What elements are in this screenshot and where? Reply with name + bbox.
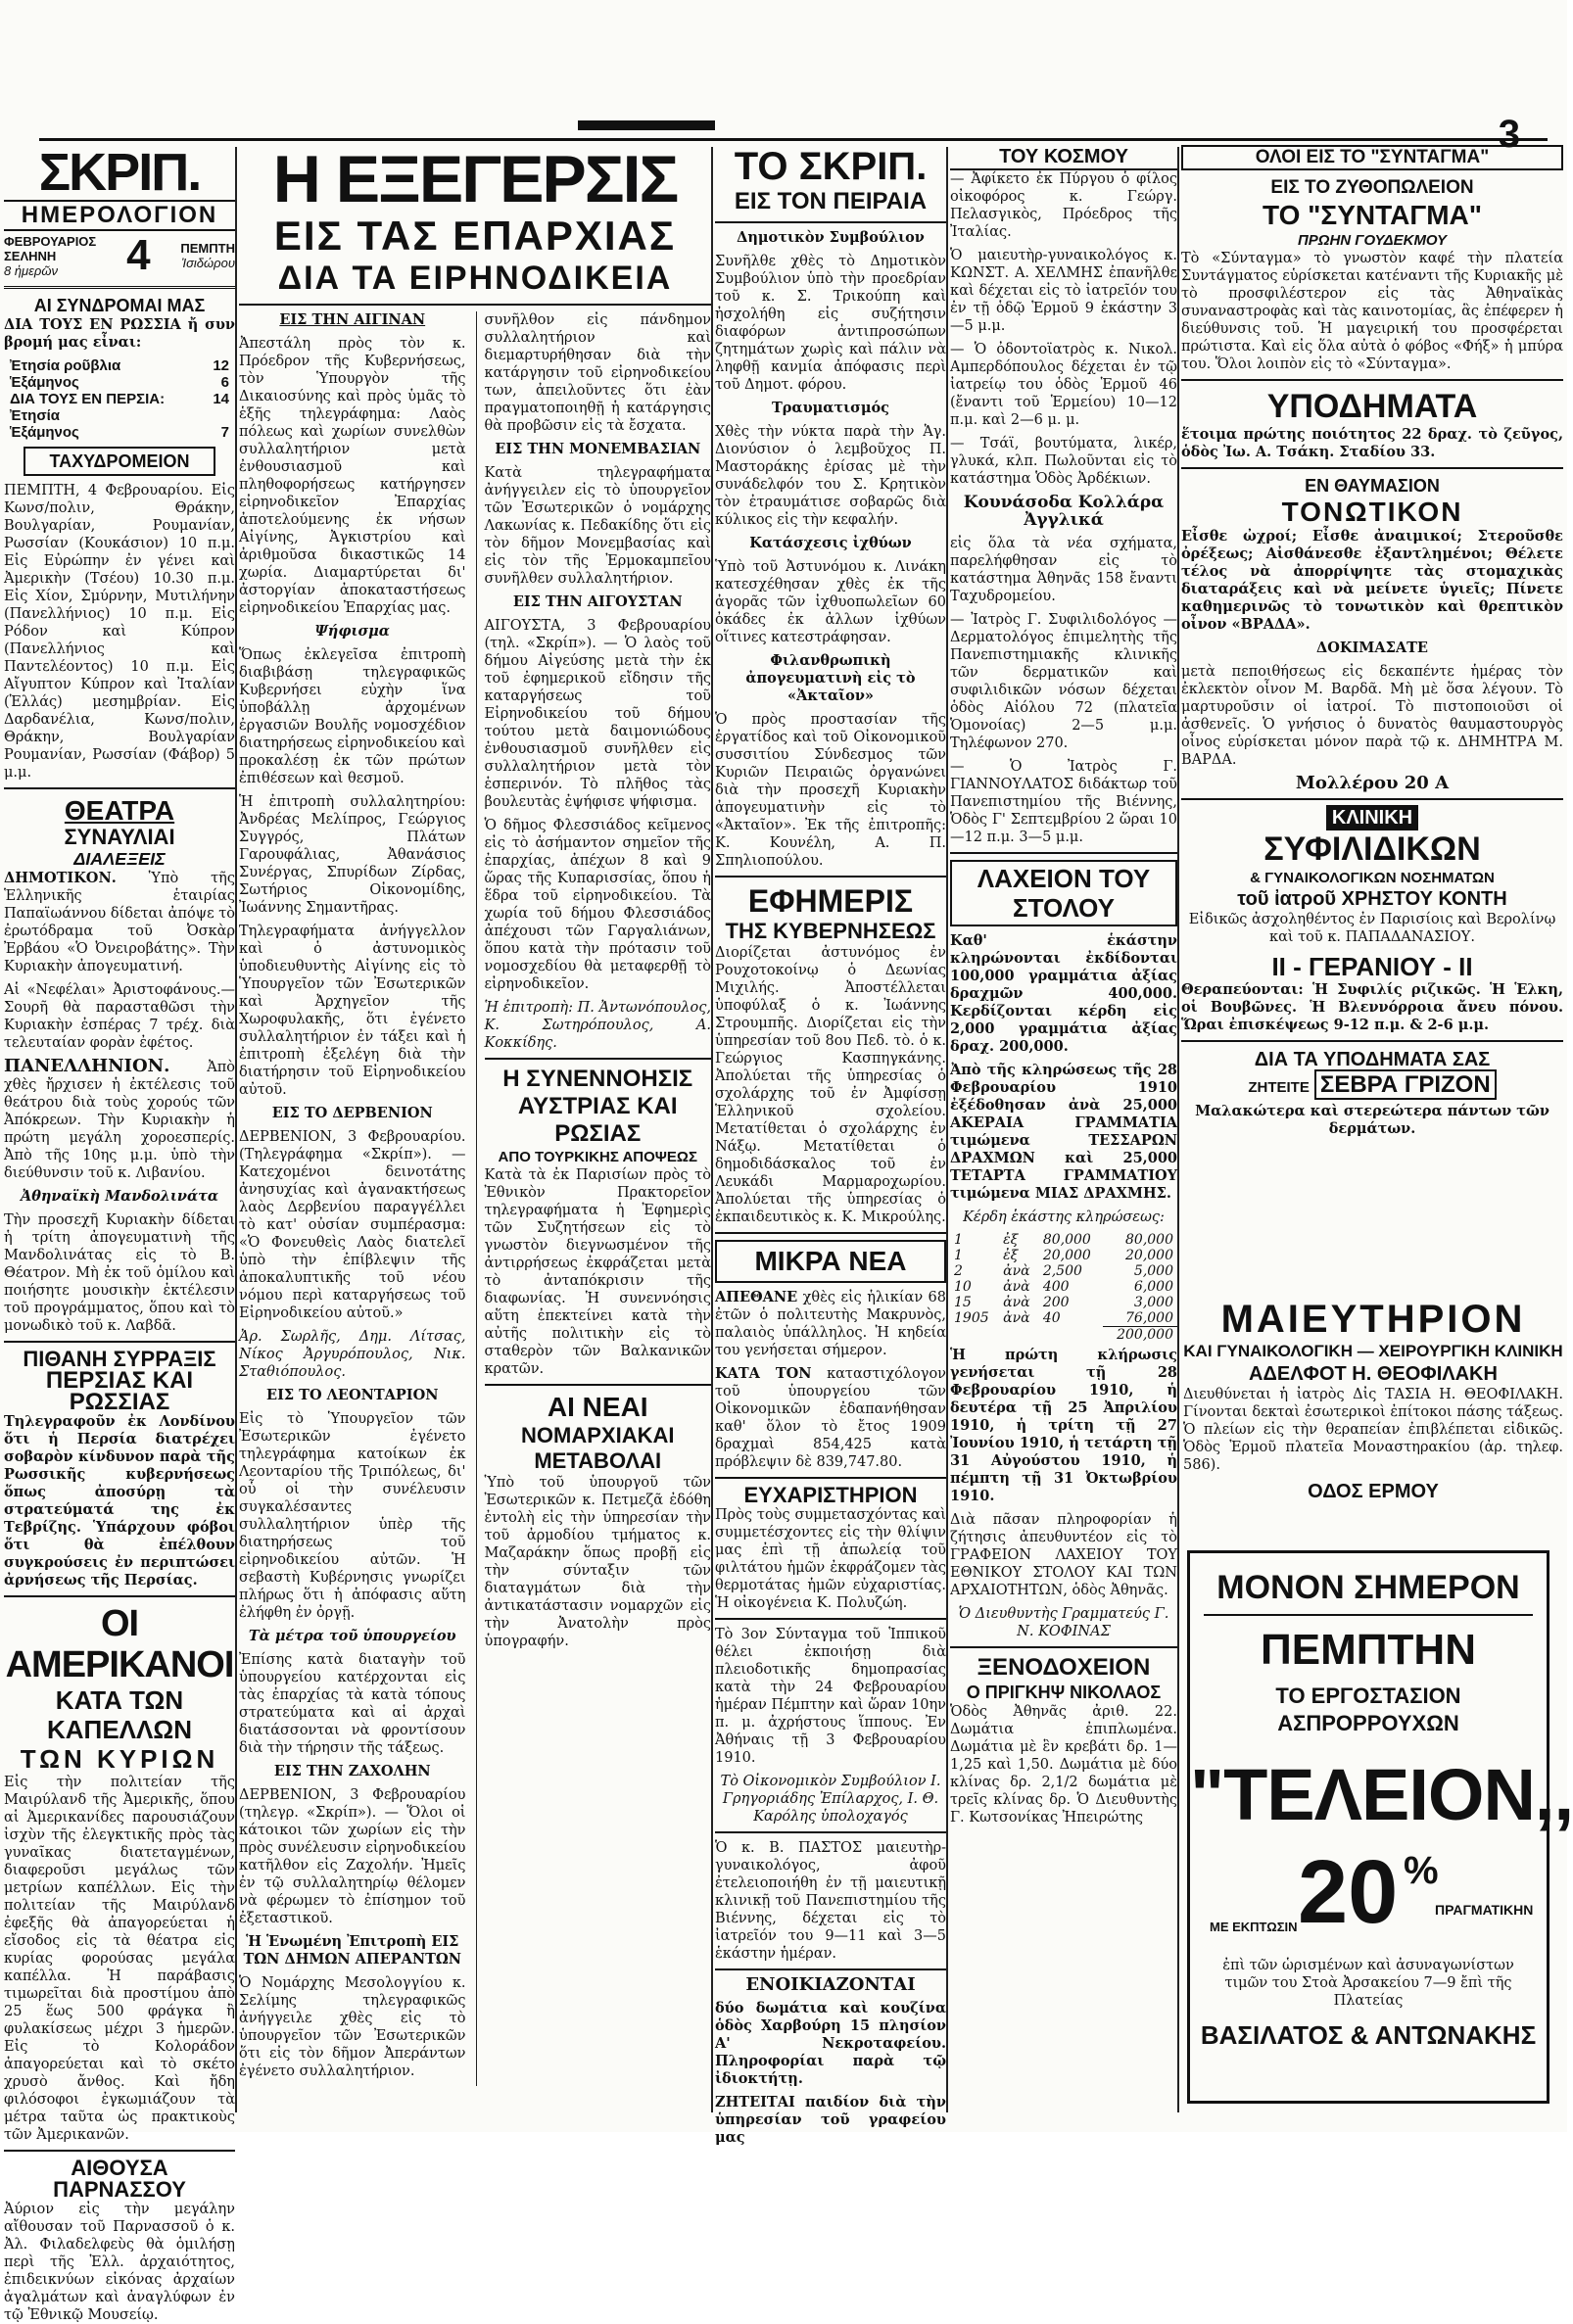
post-heading: ΤΑΧΥΔΡΟΜΕΙΟΝ — [49, 451, 190, 471]
hotel-title: ΞΕΝΟΔΟΧΕΙΟΝ — [977, 1654, 1151, 1681]
prize-row: 1905 ἀνὰ 40 76,000 — [954, 1310, 1173, 1327]
ad-brand: ΣΕΒΡΑ ΓΡΙΖΟΝ — [1314, 1069, 1497, 1100]
section-text: συνῆλθον εἰς πάνδημον συλλαλητήριον καὶ διεμαρτυρήθησαν διὰ τὴν κατάργησιν τοῦ εἰρηνοδικείου των, ἀπειλοῦντες ὅτι ἐὰν πραγματοποιηθῇ ἡ κατάργησις θὰ προβῶσιν εἰς τὰ ἔσχατα. — [484, 312, 711, 434]
ad-day: ΠΕΜΠΤΗΝ — [1261, 1626, 1476, 1674]
date-weekday: ΠΕΜΠΤΗ — [180, 241, 235, 256]
clinic-title: ΣΥΦΙΛΙΔΙΚΩΝ — [1263, 830, 1481, 868]
column-1 — [4, 143, 235, 2323]
section-sign: Ἡ ἐπιτροπὴ: Π. Ἀντωνόπουλος, Κ. Σωτηρόπουλος, Α. Κοκκίδης. — [484, 1000, 711, 1051]
main-headline: Η ΕΞΕΓΕΡΣΙΣ — [272, 142, 678, 216]
ad-title: ΤΟΝΩΤΙΚΟΝ — [1281, 497, 1463, 527]
section-subtitle: ΕΙΣ ΤΟΝ ΠΕΙΡΑΙΑ — [734, 188, 928, 214]
prize-head: Κέρδη ἑκάστης κληρώσεως: — [963, 1209, 1165, 1225]
article-text: Τηλεγραφοῦν ἐκ Λονδίνου ὅτι ἡ Περσία διατρέχει σοβαρὸν κίνδυνον παρὰ τῆς Ρωσσικῆς κυβερνήσεως ὅπως ἀποσύρῃ τὰ στρατεύματά της ἐκ Τεβρίζης. Ὑπάρχουν φόβοι ὅτι θὰ ἐπέλθουν συγκρούσεις ἐν περιπτώσει ἀρνήσεως τῆς Περσίας. — [4, 1413, 235, 1589]
section-head: Ψήφισμα — [314, 623, 390, 640]
item-text: Ὁ μαιευτὴρ-γυναικολόγος κ. ΚΩΝΣΤ. Α. ΧΕΛΜΗΣ ἐπανῆλθε καὶ δέχεται εἰς τὸ ἰατρεῖόν του ἐν τῇ ὁδῷ Ἑρμοῦ 9 ἑκάστην 3—5 μ.μ. — [950, 248, 1177, 334]
ad-title: ΔΙΑ ΤΑ ΥΠΟΔΗΜΑΤΑ ΣΑΣ — [1254, 1049, 1491, 1070]
section-text: Ἀπεστάλη πρὸς τὸν κ. Πρόεδρον τῆς Κυβερνήσεως, τὸν Ὑπουργὸν τῆς Δικαιοσύνης καὶ πρὸς ὑμᾶς τὸ ἑξῆς τηλεγράφημα: Λαὸς πόλεως καὶ χωρίων συνελθὼν συλλαλητήριον μετὰ ἐνθουσιασμοῦ καὶ πληθοφορήσεως κατήργησεν εἰρηνοδικεῖον Ἐπαρχίας ἀποτελούμενης ἐκ νήσων Αἰγίνης, Ἀγκιστρίου καὶ ἀριθμοῦσα δικαστικῶς 14 χωρία. Διαμαρτύρεται δι' ἀστοργίαν ἀποκαταστήσεως εἰρηνοδικείου Ἐπαρχίας μας. — [239, 336, 466, 616]
section-text: Κατὰ τηλεγραφήματα ἀνήγγειλεν εἰς τὸ ὑπουργεῖον τῶν Ἐσωτερικῶν ὁ νομάρχης Λακωνίας κ. Πεδακίδης ὅτι εἰς τὸν δῆμον Μονεμβασίας καὶ εἰς τὸν τῆς Ἐρμοκαμπεῖου συνῆλθεν συλλαλητήριον. — [484, 465, 711, 587]
ad-text: Μαλακώτερα καὶ στερεώτερα πάντων τῶν δερμάτων. — [1195, 1103, 1549, 1137]
ad-name: ΑΔΕΛΦΟΤ Η. ΘΕΟΦΙΛΑΚΗ — [1249, 1363, 1498, 1385]
discount-symbol: % — [1404, 1849, 1439, 1892]
prize-table — [950, 1232, 1177, 1343]
section-head: ΕΙΣ ΤΟ ΔΕΡΒΕΝΙΟΝ — [271, 1105, 433, 1121]
main-subheadline: ΕΙΣ ΤΑΣ ΕΠΑΡΧΙΑΣ — [273, 213, 677, 259]
article-title: ΠΙΘΑΝΗ ΣΥΡΡΑΞΙΣ — [23, 1347, 216, 1371]
date-days: 8 ἡμερῶν — [4, 262, 58, 278]
prize-sum-row: 200,000 — [950, 1327, 1177, 1344]
lottery-text: Ἀπὸ τῆς κληρώσεως τῆς 28 Φεβρουαρίου 1910 ἐξέδοθησαν ἀνὰ 25,000 ΑΚΕΡΑΙΑ ΓΡΑΜΜΑΤΙΑ τιμώμενα ΤΕΣΣΑΡΩΝ ΔΡΑΧΜΩΝ καὶ 25,000 ΤΕΤΑΡΤΑ ΓΡΑΜΜΑΤΙΟΥ τιμώμενα ΜΙΑΣ ΔΡΑΧΜΗΣ. — [950, 1062, 1177, 1202]
teleion-ad — [1187, 1550, 1573, 2104]
subscriptions-intro: ΔΙΑ ΤΟΥΣ ΕΝ ΡΩΣΣΙΑ ἤ συν βρομή μας εἶναι: — [4, 316, 235, 351]
ad-text: Εἶσθε ὠχροί; Εἶσθε ἀναιμικοί; Στεροῦσθε ὀρέξεως; Αἰσθάνεσθε ἐξαντλημένοι; Θέλετε τέλος νὰ ἀπορρίψητε τὰς στομαχικὰς διαταράξεις καὶ νὰ μείνετε ὑγιεῖς; Πίνετε καθημερινῶς τὸ τονωτικὸν καὶ θρεπτικὸν οἶνον «ΒΡΑΔΑ». — [1181, 528, 1563, 633]
calendar-title: ΗΜΕΡΟΛΟΓΙΟΝ — [4, 200, 235, 231]
clinic-text: Θεραπεύονται: Ἡ Συφιλίς ριζικῶς. Ἡ Ἑλκη, οἱ Βουβῶνες. Ἡ Βλεννόρροια ἄνευ πόνου. Ὥραι ἐπισκέψεως 9-12 π.μ. & 2-6 μ.μ. — [1181, 981, 1563, 1033]
ad-signature: ΒΑΣΙΛΑΤΟΣ & ΑΝΤΩΝΑΚΗΣ — [1200, 2020, 1537, 2050]
ad-title: ΥΠΟΔΗΜΑΤΑ — [1266, 388, 1478, 425]
article-title: ΕΦΗΜΕΡΙΣ — [747, 883, 914, 919]
article-text: Διορίζεται ἀστυνόμος ἐν Ρουχοτοκοίνῳ ὁ Δεωνίας Μιχιλής. Ἀποστέλλεται ὑποφύλαξ ὁ κ. Ἰωάννης Στρουμπῆς. Διορίζεται εἰς τὴν ὑπηρεσίαν τοῦ 8ου Πεδ. τὸ. ὁ κ. Γεώργιος Κασπηγκάνης. Ἀπολύεται τῆς ὑπηρεσίας ὁ σχολάρχης τοῦ ἐν Ἀμφίσσῃ Ἑλληνικοῦ σχολείου. Μετατίθεται ὁ σχολάρχης ἐν Νάξῳ. Μετατίθεται ὁ δημοδιδάσκαλος τοῦ ἐν Λευκάδι Μαρμαροχωρίου. Ἀπολύεται τῆς ὑπηρεσίας ὁ ἐκπαιδευτικὸς κ. Κ. Μικρούλης. — [715, 945, 946, 1225]
article-subtitle: ΚΑΤΑ ΤΩΝ ΚΑΠΕΛΛΩΝ — [47, 1685, 192, 1744]
item-head: Δημοτικὸν Συμβούλιον — [737, 229, 925, 246]
concerts-heading: ΣΥΝΑΥΛΙΑΙ — [64, 825, 175, 849]
section-text: Εἰς τὸ Ὑπουργεῖον τῶν Ἐσωτερικῶν ἐγένετο τηλεγράφημα κατοίκων ἐκ Λεονταρίου τῆς Τριπόλεως, δι' οὗ οἱ τὴν συνέλευσιν συγκαλέσαντες συλλαλητήριον ὑπὲρ τῆς διατηρήσεως τοῦ εἰρηνοδικείου αὐτῶν. Ἡ σεβαστὴ Κυβέρνησις γνωρίζει πλήρως ὅτι ἡ ἀπόφασις αὕτη ἐλήφθη ἐν ὀργῇ. — [239, 1411, 466, 1621]
item-head: Κατάσχεσις ἰχθύων — [749, 535, 912, 551]
article-subtitle: ΝΟΜΑΡΧΙΑΚΑΙ ΜΕΤΑΒΟΛΑΙ — [521, 1423, 675, 1473]
column-2 — [239, 142, 711, 2114]
item-head: ΠΑΝΕΛΛΗΝΙΟΝ. — [4, 1056, 170, 1076]
section-head: Ἡ Ἑνωμένη Ἐπιτροπὴ ΕΙΣ ΤΩΝ ΔΗΜΩΝ ΑΠΕΡΑΝΤΩΝ — [243, 1933, 462, 1968]
prize-row: 1 ἐξ 20,000 20,000 — [954, 1248, 1173, 1263]
item-text: χθὲς εἰς ἡλικίαν 68 ἐτῶν ὁ πολιτευτὴς Μακρυνὸς, παλαιὸς ὑπάλληλος. Ἡ κηδεία του γενήσεται σήμερον. — [715, 1290, 947, 1358]
section-head: ΕΙΣ ΤΗΝ ΜΟΝΕΜΒΑΣΙΑΝ — [495, 441, 701, 457]
rate-row: Ἑξάμηνος 7 — [10, 424, 229, 441]
masthead-title: ΣΚΡΙΠ. — [38, 143, 201, 202]
ad-text: Διευθύνεται ἡ ἰατρὸς Δἰς ΤΑΣΙΑ Η. ΘΕΟΦΙΛΑΚΗ. Γίνονται δεκταὶ ἐσωτερικοὶ ἐπίτοκοι πάσης τάξεως. Ὁ πλείων εἰς τὴν θεραπείαν ἐπιβλέπεται εἰδικῶς. Ὁδὸς Ἑρμοῦ πλατεῖα Μοναστηρακίου (ἀρ. τηλεφ. 586). — [1183, 1387, 1563, 1473]
item-text: — Ὁ ὀδοντοϊατρὸς κ. Νικολ. Αμπερδόπουλος δέχεται ἐν τῷ ἰατρείῳ του ὁδὸς Ἑρμοῦ 46 (ἔναντι τοῦ Ἑρμείου) 10—12 π.μ. καὶ 2—6 μ. μ. — [950, 342, 1177, 428]
section-head: ΕΙΣ ΤΗΝ ΑΙΓΙΝΑΝ — [279, 311, 426, 328]
section-title: ΤΟ ΣΚΡΙΠ. — [734, 145, 928, 188]
ad-address: Μολλέρου 20 Α — [1295, 773, 1450, 793]
maternity-ad — [1183, 1298, 1563, 1541]
ad-text: Ὁ κ. Β. ΠΑΣΤΟΣ μαιευτὴρ-γυναικολόγος, ἀφοῦ ἐτελειοποιήθη ἐν τῇ μαιευτικῇ κλινικῇ τοῦ Πανεπιστημίου τῆς Βιέννης, δέχεται εἰς τὸ ἰατρεῖόν του 9—11 καὶ 3—5 ἑκάστην ἡμέραν. — [715, 1840, 946, 1962]
item-text: Τὴν προσεχῆ Κυριακὴν δίδεται ἡ τρίτη ἀπογευματινὴ τῆς Μανδολινάτας εἰς τὸ Β. Θέατρον. Μὴ ἐκ τοῦ ὁμίλου καὶ ποιήσητε μουσικὴν ἐκτέλεσιν τοῦ προγράμματος, ὅπου καὶ τὸ μονωδικὸ τοῦ κ. Λαβδᾶ. — [4, 1212, 235, 1334]
clinic-text: Εἰδικῶς ἀσχοληθέντος ἐν Παρισίοις καὶ Βερολίνῳ καὶ τοῦ κ. ΠΑΠΑΔΑΝΑΣΙΟΥ. — [1188, 912, 1556, 945]
ad-head: ΕΝ ΘΑΥΜΑΣΙΟΝ — [1305, 476, 1440, 496]
prize-row: 1 ἐξ 80,000 80,000 — [954, 1232, 1173, 1248]
section-head: ΕΙΣ ΤΗΝ ΖΑΧΟΛΗΝ — [273, 1763, 431, 1779]
ad-head: ΕΝΟΙΚΙΑΖΟΝΤΑΙ — [745, 1974, 916, 1995]
item-text: Αἱ «Νεφέλαι» Ἀριστοφάνους.—Σουρῆ θὰ παρασταθῶσι τὴν Κυριακὴν ἐσπέρας 7 τρέχ. διὰ τελευταίαν φορὰν ἐφέτος. — [4, 982, 235, 1051]
lottery-text: Διὰ πᾶσαν πληροφορίαν ἡ ζήτησις ἀπευθυντέον εἰς τὸ ΓΡΑΦΕΙΟΝ ΛΑΧΕΙΟΥ ΤΟΥ ΕΘΝΙΚΟΥ ΣΤΟΛΟΥ ΚΑΙ ΤΩΝ ΑΡΧΑΙΟΤΗΤΩΝ, ὁδὸς Ἀθηνᾶς. — [950, 1512, 1177, 1598]
column-divider — [946, 147, 948, 2112]
prize-row: 2 ἀνὰ 2,500 5,000 — [954, 1263, 1173, 1279]
masthead-mark — [578, 120, 715, 130]
lottery-title: ΛΑΧΕΙΟΝ ΤΟΥ ΣΤΟΛΟΥ — [977, 864, 1151, 923]
discount-real: ΠΡΑΓΜΑΤΙΚΗΝ — [1435, 1902, 1534, 1918]
article-text: Κατὰ τὰ ἐκ Παρισίων πρὸς τὸ Ἐθνικὸν Πρακτορεῖον τηλεγραφήματα ἡ Ἐφημερὶς τῶν Συζητήσεων εἰς τὸ γνωστὸν διεγνωσμένον τῆς ἀντιρρήσεως ἐκφράζεται μετὰ τὸ ἀνταπόκρισιν τῆς διαφωνίας. Ἡ συνεννόησις αὕτη ἐπεκτείνει κατὰ τὴν αὐτῆς πολιτικὴν εἰς τὸ σταθερὸν τῶν Βαλκανικῶν κρατῶν. — [484, 1167, 711, 1377]
article-subtitle: ΑΥΣΤΡΙΑΣ ΚΑΙ ΡΩΣΙΑΣ — [517, 1093, 678, 1147]
ad-brand: ΤΟ "ΣΥΝΤΑΓΜΑ" — [1262, 200, 1483, 230]
section-head: ΕΙΣ ΤΗΝ ΑΙΓΟΥΣΤΑΝ — [512, 593, 683, 610]
ad-subtitle: ΤΟ ΕΡΓΟΣΤΑΣΙΟΝ ΑΣΠΡΟΡΡΟΥΧΩΝ — [1275, 1684, 1461, 1735]
item-text: Ἀπὸ χθὲς ἤρχισεν ἡ ἐκτέλεσις τοῦ θεάτρου διὰ τοὺς χορούς τῶν Ἀπόκρεων. Τὴν Κυριακὴν ἡ πρώτη μεγάλη χοροεσπερίς. Ἀπὸ τῆς 10ης μ.μ. ὑπὸ τὴν διεύθυνσιν τοῦ κ. Λιβανίου. — [4, 1060, 235, 1181]
item-head: ΔΗΜΟΤΙΚΟΝ. — [4, 870, 117, 886]
ad-head: ΔΟΚΙΜΑΣΑΤΕ — [1316, 640, 1428, 656]
article-title: ΟΙ ΑΜΕΡΙΚΑΝΟΙ — [5, 1603, 234, 1685]
clinic-address: ΙΙ - ΓΕΡΑΝΙΟΥ - ΙΙ — [1271, 952, 1473, 981]
ad-title: ΕΙΣ ΤΟ ΖΥΘΟΠΩΛΕΙΟΝ — [1270, 177, 1474, 198]
article-title: ΕΥΧΑΡΙΣΤΗΡΙΟΝ — [743, 1483, 918, 1507]
column-3 — [715, 145, 947, 2146]
prize-row: 10 ἀνὰ 400 6,000 — [954, 1279, 1173, 1295]
subscriptions-heading: ΑΙ ΣΥΝΔΡΟΜΑΙ ΜΑΣ — [33, 296, 206, 315]
section-head: ΕΙΣ ΤΟ ΛΕΟΝΤΑΡΙΟΝ — [266, 1387, 439, 1403]
item-text: Ὑπὸ τοῦ Ἀστυνόμου κ. Λινάκη κατεσχέθησαν χθὲς ἐκ τῆς ἀγορᾶς τῶν ἰχθυοπωλεῖων 60 ὀκάδες ἐκ ἀλλων ἰχθύων οἵτινες κατεστράφησαν. — [715, 559, 946, 645]
article-title: ΑΙ ΝΕΑΙ — [547, 1392, 648, 1422]
clinic-doctor: τοῦ ἰατροῦ ΧΡΗΣΤΟΥ ΚΟΝΤΗ — [1237, 888, 1507, 910]
section-text: Ὁ δῆμος Φλεσσιάδος κεῖμενος εἰς τὸ ἀσήμαντον σημεῖον τῆς ἐπαρχίας, ἀπέχων 8 καὶ 9 ὥρας τῆς Κυπαρισσίας, ὅπου ἡ ἕδρα τοῦ εἰρηνοδικείου. Τὰ χωρία τοῦ δήμου Φλεσσιάδος ἀπέχουσι τῶν Γαργαλιάνων, ὅπου κατὰ τὴν πρότασιν τοῦ νομοσχεδίου θὰ μεταφερθῇ τὸ εἰρηνοδικεῖον. — [484, 818, 711, 992]
item-text: — Ἰατρὸς Γ. Συφιλιδολόγος — Δερματολόγος ἐπιμελητὴς τῆς Πανεπιστημιακῆς κλινικῆς τῶν δερματικῶν καὶ συφιλιδικῶν νόσων δέχεται ὁδὸς Αἰόλου 72 (πλατεῖα Ὁμονοίας) 2—5 μ.μ. Τηλέφωνον 270. — [950, 612, 1177, 751]
ad-pre: ΖΗΤΕΙΤΕ — [1248, 1079, 1310, 1096]
rate-row: ΔΙΑ ΤΟΥΣ ΕΝ ΠΕΡΣΙΑ: Ἐτησία 14 — [10, 391, 229, 424]
ad-text: ἐπὶ τῶν ὡρισμένων καὶ ἀσυναγωνίστων τιμῶν του Στοὰ Ἀρσακείου 7—9 ἔπὶ τῆς Πλατείας — [1222, 1958, 1514, 2009]
ad-text: ΖΗΤΕΙΤΑΙ παιδίον διὰ τὴν ὑπηρεσίαν τοῦ γραφείου μας — [715, 2094, 946, 2146]
article-subtitle: ΑΠΟ ΤΟΥΡΚΙΚΗΣ ΑΠΟΨΕΩΣ — [498, 1149, 697, 1165]
article-title: Η ΣΥΝΕΝΝΟΗΣΙΣ — [502, 1066, 693, 1092]
article-title: ΑΙΘΟΥΣΑ ΠΑΡΝΑΣΣΟΥ — [53, 2156, 186, 2202]
prize-row: 15 ἀνὰ 200 3,000 — [954, 1295, 1173, 1310]
date-month: ΦΕΒΡΟΥΑΡΙΟΣ — [4, 233, 97, 249]
rate-row: Ἑξάμηνος 6 — [10, 374, 229, 391]
section-title: ΤΟΥ ΚΟΣΜΟΥ — [950, 145, 1177, 170]
item-text: — Τσάϊ, βουτύματα, λικέρ, γλυκά, κλπ. Πωλοῦνται εἰς τὸ κατάστημα Ὁδὸς Ἀρδέκιων. — [950, 436, 1177, 487]
section-text: Ἡ ἐπιτροπὴ συλλαλητηρίου: Ἀνδρέας Μελίπρος, Γεώργιος Συγγρός, Πλάτων Γαρουφάλιας, Ἀθανάσιος Συνέργας, Σπυρίδων Ζίρδας, Σωτήριος Οἰκονομίδης, Ἰωάννης Σημαντῆρας. — [239, 794, 466, 916]
page-header — [0, 113, 1567, 156]
item-head: Φιλανθρωπικὴ ἀπογευματινὴ εἰς τὸ «Ἀκταῖον» — [745, 652, 916, 704]
item-head: Κουνάσοδα Κολλάρα Ἀγγλικά — [963, 493, 1165, 530]
ad-subtitle: ΚΑΙ ΓΥΝΑΙΚΟΛΟΓΙΚΗ — ΧΕΙΡΟΥΡΓΙΚΗ ΚΛΙΝΙΚΗ — [1183, 1342, 1563, 1360]
item-head: ΑΠΕΘΑΝΕ — [715, 1289, 798, 1305]
lottery-sign: Ὁ Διευθυντὴς Γραμματεύς Γ. Ν. ΚΟΦΙΝΑΣ — [958, 1606, 1169, 1639]
clinic-head: ΚΛΙΝΙΚΗ — [1181, 806, 1563, 830]
discount-label: ΜΕ ΕΚΠΤΩΣΙΝ — [1210, 1920, 1298, 1934]
item-text: καταστιχόλογον τοῦ ὑπουργείου τῶν Οἰκονομικῶν ἐδαπανήθησαν καθ' ὅλον τὸ ἔτος 1909 δραχμαὶ 854,425 κατὰ πρόβλεψιν δὲ 839,747.80. — [715, 1366, 946, 1470]
post-text: ΠΕΜΠΤΗ, 4 Φεβρουαρίου. Εἰς Κωνσ/πολιν, Θράκην, Βουλγαρίαν, Ρουμανίαν, Ρωσσίαν (Κουκάσιον) 10 π.μ. Εἰς Εὐρώπην ἐν γένει καὶ Ἀμερικὴν (Τσέου) 10.30 π.μ. Εἰς Χίον, Σμύρνην, Μυτιλήνην (Πανελλήνιος) 10 π.μ. Εἰς Ρόδον καὶ Κύπρον (Πανελλήνιος καὶ Παντελέοντος) 10 π.μ. Εἰς Αἴγυπτον Κύπρον καὶ Ἰταλίαν (Ἑλλάς) μεσημβρίαν. Εἰς Δαρδανέλια, Κωνσ/πολιν, Θράκην, Βουλγαρίαν Ρουμανίαν, Ρωσσίαν (Φάβορ) 5 μ.μ. — [4, 483, 235, 781]
hotel-text: Ὁδὸς Ἀθηνᾶς ἀριθ. 22. Δωμάτια ἐπιπλωμένα. Δωμάτια μὲ ἓν κρεβάτι δρ. 1—1,25 καὶ 1,50. Δωμάτια μὲ δύο κλίνας δρ. 2,1/2 δωμάτια μὲ τρεῖς κλίνας δρ. Ὁ Διευθυντὴς Γ. Κωτσονίκας Ἠπειρώτης — [950, 1704, 1177, 1826]
item-head: ΚΑΤΑ ΤΟΝ — [715, 1365, 812, 1382]
item-text: — Ἀφίκετο ἐκ Πύργου ὁ φίλος οἰκοφόρος κ. Γεώργ. Πελασγικὸς, Πρόεδρος τῆς Ἰταλίας. — [950, 171, 1177, 240]
ad-address: ΟΔΟΣ ΕΡΜΟΥ — [1308, 1481, 1439, 1502]
ad-text: δύο δωμάτια καὶ κουζίνα ὁδὸς Χαρβούρη 15 πλησίον Α' Νεκροταφείου. Πληροφορίαι παρὰ τῷ ἰδιοκτήτῃ. — [715, 2000, 946, 2087]
item-text: εἰς ὅλα τὰ νέα σχήματα, παρελήφθησαν εἰς τὸ κατάστημα Ἀθηνᾶς 158 ἔναντι Ταχυδρομείου. — [950, 536, 1177, 604]
section-text: Ὁ Νομάρχης Μεσολογγίου κ. Σελίμης τηλεγραφικῶς ἀνήγγειλε χθὲς εἰς τὸ ὑπουργεῖον τῶν Ἐσωτερικῶν ὅτι εἰς τὸν δῆμον Ἀπεράντων ἐγένετο συλλαλητήριον. — [239, 1975, 466, 2079]
column-divider — [711, 147, 713, 2112]
theatres-heading: ΘΕΑΤΡΑ — [64, 795, 175, 826]
lottery-text: Καθ' ἑκάστην κληρώνονται ἐκδίδονται 100,000 γραμμάτια ἀξίας δραχμῶν 400,000. Κερδίζονται κέρδη εἰς 2,000 γραμμάτια ἀξίας δραχ. 200,000. — [950, 932, 1177, 1055]
article-title: ΜΙΚΡΑ ΝΕΑ — [754, 1246, 907, 1276]
date-number: 4 — [126, 231, 151, 279]
article-sign: Τὸ Οἰκονομικὸν Συμβούλιον Ι. Γρηγοριάδης Ἐπίλαρχος, Ι. Θ. Καρόλης ὑπολοχαγός — [720, 1774, 941, 1825]
item-text: — Ὁ Ἰατρὸς Γ. ΓΙΑΝΝΟΥΛΑΤΟΣ διδάκτωρ τοῦ Πανεπιστημίου τῆς Βιέννης, Ὁδὸς Γ' Σεπτεμβρίου 2 ὥραι 10—12 π.μ. 3—5 μ.μ. — [950, 759, 1177, 845]
ad-title: ΜΑΙΕΥΤΗΡΙΟΝ — [1220, 1298, 1526, 1341]
main-subheadline: ΔΙΑ ΤΑ ΕΙΡΗΝΟΔΙΚΕΙΑ — [277, 260, 673, 297]
ad-head: ΟΛΟΙ ΕΙΣ ΤΟ "ΣΥΝΤΑΓΜΑ" — [1181, 145, 1563, 170]
ad-subtitle: ΠΡΩΗΝ ΓΟΥΔΕΚΜΟΥ — [1297, 232, 1448, 249]
item-head: Ἀθηναϊκὴ Μανδολινάτα — [20, 1188, 219, 1205]
lottery-text: Ἡ πρώτη κλήρωσις γενήσεται τῇ 28 Φεβρουαρίου 1910, ἡ δευτέρα τῇ 25 Ἀπριλίου 1910, ἡ τρίτη τῇ 27 Ἰουνίου 1910, ἡ τετάρτη τῇ 31 Αὐγούστου 1910, ἡ πέμπτη τῇ 31 Ὀκτωβρίου 1910. — [950, 1347, 1177, 1504]
article-text: Εἰς τὴν πολιτείαν τῆς Μαιρύλανδ τῆς Ἀμερικῆς, ὅπου αἱ Ἀμερικανίδες παρουσιάζουν ἰσχὺν τῆς ἐλεγκτικῆς πρὸς τὰς γυναῖκας διατεταγμένων, διαφεροῦσι μεγάλως τῶν μετρίων καπέλλων. Εἰς τὴν πολιτείαν τῆς Μαιρύλανδ ἐφεξῆς θὰ ἀπαγορεύεται ἡ εἴσοδος εἰς τὰ θέατρα εἰς κυρίας φορούσας μεγάλα καπέλλα. Ἡ παράβασις τιμωρεῖται διὰ προστίμου ἀπὸ 25 ἕως 500 φράγκα ἢ φυλακίσεως μέχρι 3 ἡμερῶν. Εἰς τὸ Κολοράδον ἀπαγορεύεται καὶ τὸ σκέτο χρυσὸ ἄνθος. Καὶ ἤδη φιλόσοφοι ἐγκωμιάζουν τὰ μέτρα ταῦτα ὡς πρακτικοὺς τῶν Ἀμερικανῶν. — [4, 1775, 235, 2143]
date-moon: ΣΕΛΗΝΗ — [4, 248, 57, 263]
section-head: Τὰ μέτρα τοῦ ὑπουργείου — [248, 1628, 456, 1644]
item-head: Τραυματισμός — [771, 400, 889, 416]
section-text: ΔΕΡΒΕΝΙΟΝ, 3 Φεβρουαρίου (τηλεγρ. «Σκρίπ»). — Ὅλοι οἱ κάτοικοι τῶν χωρίων εἰς τὴν πρὸς συνέλευσιν εἰρηνοδικείου κατῆλθον εἰς Ζαχολήν. Ἠμεῖς ἐν τῷ συλλαλητηρίῳ θέλομεν νὰ φέρωμεν τὸ ἐπίσημον τοῦ ἐξεταστικοῦ. — [239, 1787, 466, 1926]
hotel-subtitle: Ο ΠΡΙΓΚΗΨ ΝΙΚΟΛΑΟΣ — [966, 1683, 1162, 1702]
section-text: Τηλεγραφήματα ἀνήγγελλον καὶ ὁ ἀστυνομικὸς ὑποδιευθυντὴς Αἰγίνης εἰς τὸ Ὑπουργεῖον τῶν Ἐσωτερικῶν καὶ Ἀρχηγεῖον τῆς Χωροφυλακῆς, ὅτι ἐγένετο συλλαλητήριον ἐν τάξει καὶ ἡ ἐπιτροπὴ ἐξελέγη διὰ τὴν διατήρησιν τοῦ Εἰρηνοδικείου αὐτοῦ. — [239, 924, 466, 1098]
lectures-heading: ΔΙΑΛΕΞΕΙΣ — [73, 849, 166, 869]
date-box — [4, 231, 235, 280]
article-text: Πρὸς τοὺς συμμετασχόντας καὶ συμμετέσχοντες εἰς τὴν θλίψιν μας ἐπὶ τῇ ἀπωλείᾳ τοῦ φιλτάτου ἡμῶν ἐκφράζομεν τὰς θερμοτάτας ἡμῶν εὐχαριστίας. Ἡ οἰκογένεια Κ. Πολυζώη. — [715, 1507, 946, 1611]
page-number: 3 — [1498, 113, 1520, 156]
ad-top: ΜΟΝΟΝ ΣΗΜΕΡΟΝ — [1216, 1569, 1520, 1606]
section-text: ΑΙΓΟΥΣΤΑ, 3 Φεβρουαρίου (τηλ. «Σκρίπ»). — Ὁ λαὸς τοῦ δήμου Αἰγεύσης μετὰ τὴν ἐκ τοῦ ἐφημερικοῦ εἴδησιν τῆς καταργήσεως τοῦ Εἰρηνοδικείου τοῦ δήμου τούτου μετὰ δαιμονιώδους ἐνθουσιασμοῦ συνῆλθεν εἰς συλλαλητήριον μετὰ τὸν ἑσπερινόν. Τὸ πλῆθος τὰς βουλευτὰς ἐψήφισε ψήφισμα. — [484, 618, 711, 810]
date-saint: Ἰσιδώρου — [181, 256, 235, 270]
ad-text: μετὰ πεποιθήσεως εἰς δεκαπέντε ἡμέρας τὸν ἐκλεκτὸν οἶνον Μ. Βαρδᾶ. Μὴ μὲ ὅσα λέγουν. Τὸ μαρτυροῦσιν οἱ ἰατροί. Τὸ πιστοποιοῦσι οἱ ἀσθενεῖς. Ὁ γνήσιος ὁ δυνατὸς θαυμαστουργὸς οἶνος εὑρίσκεται μόνον παρὰ τῷ κ. ΔΗΜΗΤΡΑ Μ. ΒΑΡΔΑ. — [1181, 664, 1563, 768]
section-text: Ἐπίσης κατὰ διαταγὴν τοῦ ὑπουργείου κατέρχονται εἰς τὰς ἐπαρχίας τὰ κατὰ τόπους στρατεύματα καὶ αἱ ἀρχαὶ διατάσσονται νὰ φροντίσουν διὰ τὴν τήρησιν τῆς τάξεως. — [239, 1652, 466, 1756]
ad-text: ἕτοιμα πρώτης ποιότητος 22 δραχ. τὸ ζεῦγος, ὁδὸς Ἰω. Α. Τσάκη. Σταδίου 33. — [1181, 426, 1563, 460]
clinic-subtitle: & ΓΥΝΑΙΚΟΛΟΓΙΚΩΝ ΝΟΣΗΜΑΤΩΝ — [1250, 870, 1495, 886]
section-text: ΔΕΡΒΕΝΙΟΝ, 3 Φεβρουαρίου. (Τηλεγράφημα «Σκρίπ»). — Κατεχομένοι δεινοτάτης ἀνησυχίας καὶ ἀγανακτήσεως λαὸς Δερβενίου παραγγέλλει τὸ κατ' οὐσίαν συμπέρασμα: «Ὁ Φονευθεὶς Λαὸς διατελεῖ ὑπὸ τὴν ἐπίβλεψιν τῆς ἀποκαλυπτικῆς τοῦ νέου νόμου περὶ καταργήσεως τοῦ Εἰρηνοδικείου αὐτοῦ.» — [239, 1129, 466, 1321]
column-divider — [235, 147, 237, 2112]
item-text: Χθὲς τὴν νύκτα παρὰ τὴν Ἁγ. Διονύσιον ὁ λεμβοῦχος Π. Μαστοράκης ἐρίσας μὲ τὴν συνάδελφόν του Σ. Κρητικὸν τὸν ἐτραυμάτισε σοβαρῶς διὰ κύλικος εἰς τὴν κεφαλήν. — [715, 424, 946, 528]
article-text: Τὸ 3ον Σύνταγμα τοῦ Ἱππικοῦ θέλει ἐκποιήσῃ διὰ πλειοδοτικῆς δημοπρασίας κατὰ τὴν 24 Φεβρουαρίου ἡμέραν Πέμπτην καὶ ὥραν 10ην π. μ. ἀχρήστους ἵππους. Ἐν Ἀθήναις τῇ 3 Φεβρουαρίου 1910. — [715, 1627, 946, 1766]
item-text: Συνῆλθε χθὲς τὸ Δημοτικὸν Συμβούλιον ὑπὸ τὴν προεδρίαν τοῦ κ. Σ. Τρικούπη καὶ ἠσχολήθη εἰς συζήτησιν διαφόρων ἀντιπροσώπων ζητημάτων χωρὶς καὶ πάλιν νὰ ληφθῇ κανμία ἀπόφασις περὶ τοῦ Δημοτ. φόρου. — [715, 254, 946, 393]
discount-block — [1190, 1843, 1547, 1951]
header-rule — [39, 138, 1548, 141]
column-5 — [1181, 145, 1563, 1291]
column-divider — [1177, 147, 1179, 2112]
discount-number: 20 — [1298, 1842, 1399, 1942]
column-4 — [950, 145, 1177, 2114]
ad-text: Τὸ «Σύνταγμα» τὸ γνωστὸν καφέ τὴν πλατεία Συντάγματος εὑρίσκεται κατέναντι τῆς Κυριακῆς μὲ τὸ προσφιλέστερον εἰς τὰς Ἀθηναϊκὰς συναναστροφὰς καὶ τὰς καινοτομίας, ἃς ἐπέφερεν ἡ διεύθυνσις τοῦ. Ἡ μαγειρική του προσφέρεται πρώτιστα. Καὶ εἰς ὅλα αὐτὰ ὁ φόβος «Φήξ» ἡ μπύρα του. Ὅλοι λοιπὸν εἰς τὸ «Σύνταγμα». — [1181, 251, 1563, 372]
article-subtitle: ΤΩΝ ΚΥΡΙΩΝ — [20, 1744, 219, 1774]
item-text: Ὑπὸ τῆς Ἑλληνικῆς ἑταιρίας Παπαϊωάννου δίδεται ἀπόψε τὸ ἐρωτόδραμα τοῦ Ὀσκὰρ Ἐρβάου «Ὁ Ὀνειροβάτης». Τὴν Κυριακὴν ἀπογευματινή. — [4, 871, 235, 974]
article-subtitle: ΠΕΡΣΙΑΣ ΚΑΙ ΡΩΣΣΙΑΣ — [45, 1367, 194, 1415]
article-text: Ἀύριον εἰς τὴν μεγάλην αἴθουσαν τοῦ Παρνασσοῦ ὁ κ. Ἀλ. Φιλαδελφεὺς θὰ ὁμιλήσῃ περὶ τῆς Ἑλλ. ἀρχαιότητος, ἐπιδεικνύων εἰκόνας ἀρχαίων ἀγαλμάτων καὶ ἀναγλύφων ἐν τῷ Ἐθνικῷ Μουσείῳ. — [4, 2202, 235, 2323]
article-text: Ὑπὸ τοῦ ὑπουργοῦ τῶν Ἐσωτερικῶν κ. Πετμεζᾶ ἐδόθη ἐντολὴ εἰς τὴν ὑπηρεσίαν τὴν τοῦ ἀρμοδίου τμήματος κ. Μαζαράκην ὅπως προβῇ εἰς τὴν σύνταξιν τῶν διαταγμάτων διὰ τὴν ἀντικατάστασιν νομαρχῶν εἰς τὴν Ἀνατολὴν πρὸς ὑπογραφήν. — [484, 1475, 711, 1649]
item-text: Ὁ πρὸς προστασίαν τῆς ἐργατίδος καὶ τοῦ Οἰκονομικοῦ συσσιτίου Σύνδεσμος τῶν Κυριῶν Πειραιῶς ὀργανώνει διὰ τὴν προσεχῆ Κυριακὴν ἀπογευματινὴν εἰς τὸ «Ἀκταῖον». Ἐκ τῆς ἐπιτροπῆς: Κ. Κουνέλη, Α. Π. Σπηλιοπούλου. — [715, 712, 946, 869]
article-subtitle: ΤΗΣ ΚΥΒΕΡΝΗΣΕΩΣ — [725, 919, 936, 943]
section-sign: Ἀρ. Σωρλῆς, Δημ. Λίτσας, Νίκος Ἀργυρόπουλος, Νικ. Σταθιόπουλος. — [239, 1329, 466, 1380]
rate-row: Ἐτησία ροῦβλια 12 — [10, 357, 229, 374]
ad-brand: "ΤΕΛΕΙΟΝ,, — [1190, 1754, 1573, 1835]
section-text: Ὅπως ἐκλεγεῖσα ἐπιτροπὴ διαβιβάσῃ τηλεγραφικῶς Κυβερνήσει εὐχὴν ἵνα ὑποβάλλῃ ἀρχομένων ἐργασιῶν Βουλῆς νομοσχέδιον διατηρήσεως εἰρηνοδικείου καὶ προκαλέσῃ ἐκ τῶν πρώτων ἐπιθέσεων καὶ θεσμοῦ. — [239, 647, 466, 786]
